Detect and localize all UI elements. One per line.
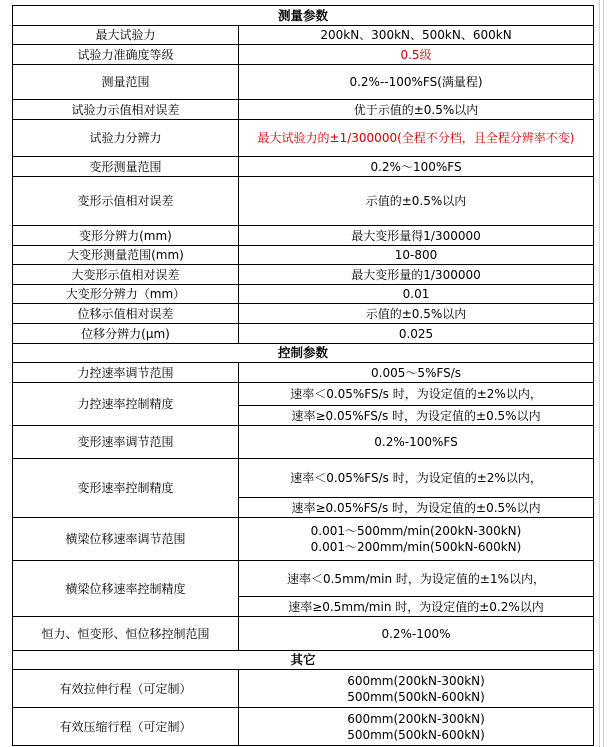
parameter-value-line: 0.2%-100%FS (374, 435, 458, 449)
parameter-label: 力控速率控制精度 (13, 383, 239, 426)
parameter-value-line: 0.5级 (400, 47, 432, 62)
parameter-value (239, 363, 594, 383)
table-row (13, 26, 594, 45)
section-header-row (13, 651, 594, 670)
parameter-value (239, 246, 594, 265)
parameter-label: 变形分辨力(mm) (13, 226, 239, 246)
parameter-value (239, 265, 594, 285)
table-row (13, 265, 594, 285)
section-title: 控制参数 (13, 344, 594, 363)
table-row (13, 100, 594, 120)
parameter-value-line: 0.001～200mm/min(500kN-600kN) (310, 540, 522, 554)
parameter-label: 试验力示值相对误差 (13, 100, 239, 120)
parameter-label: 位移分辨力(μm) (13, 324, 239, 344)
parameter-value-line: 0.2%-100% (381, 626, 451, 641)
table-row (13, 246, 594, 265)
parameter-value (239, 670, 594, 708)
table-row (13, 65, 594, 100)
parameter-value (239, 304, 594, 324)
page-border-right (599, 0, 600, 747)
parameter-label: 横梁位移速率调节范围 (13, 518, 239, 561)
parameter-value (239, 120, 594, 157)
table-row (13, 45, 594, 65)
table-row (13, 226, 594, 246)
parameter-value-line: 0.005～5%FS/s (371, 365, 461, 380)
parameter-value (239, 177, 594, 226)
parameter-value-line: 500mm(500kN-600kN) (347, 727, 485, 742)
parameter-value-line: 0.2%--100%FS(满量程) (349, 75, 483, 89)
parameter-label: 变形测量范围 (13, 157, 239, 177)
parameter-label: 最大试验力 (13, 26, 239, 45)
section-title: 其它 (13, 651, 594, 670)
table-row (13, 617, 594, 651)
parameter-label: 大变形测量范围(mm) (13, 246, 239, 265)
parameter-label: 大变形示值相对误差 (13, 265, 239, 285)
parameter-value-line: 200kN、300kN、500kN、600kN (320, 28, 512, 42)
table-row (13, 426, 594, 459)
parameter-value-line: 500mm(500kN-600kN) (347, 689, 485, 704)
parameter-value: 速率＜0.05%FS/s 时，为设定值的±2%以内， (239, 383, 594, 406)
parameter-value (239, 26, 594, 45)
section-header-row (13, 344, 594, 363)
table-row (13, 459, 594, 498)
parameter-value (239, 45, 594, 65)
parameter-value-line: 0.2%～100%FS (370, 159, 462, 174)
parameter-value: 速率≥0.05%FS/s 时，为设定值的±0.5%以内 (239, 406, 594, 426)
parameter-value (239, 518, 594, 561)
table-row (13, 518, 594, 561)
table-row (13, 383, 594, 406)
table-row (13, 670, 594, 708)
parameter-value-line: 最大试验力的±1/300000(全程不分档，且全程分辨率不变) (257, 131, 575, 145)
parameter-value (239, 617, 594, 651)
table-row (13, 708, 594, 746)
parameter-value-line: 600mm(200kN-300kN) (347, 711, 485, 726)
parameter-label: 有效拉伸行程（可定制） (13, 670, 239, 708)
parameter-label: 变形速率调节范围 (13, 426, 239, 459)
parameter-value (239, 100, 594, 120)
parameter-value: 速率＜0.05%FS/s 时，为设定值的±2%以内， (239, 459, 594, 498)
parameter-label: 有效压缩行程（可定制） (13, 708, 239, 746)
spec-table-body (13, 6, 594, 746)
parameter-label: 变形速率控制精度 (13, 459, 239, 518)
table-row (13, 304, 594, 324)
table-row (13, 177, 594, 226)
parameter-value-line: 最大变形量的1/300000 (351, 267, 481, 282)
parameter-value (239, 157, 594, 177)
parameter-value (239, 708, 594, 746)
parameter-value (239, 426, 594, 459)
table-row (13, 324, 594, 344)
parameter-value-line: 示值的±0.5%以内 (365, 306, 467, 321)
parameter-value-line: 10-800 (394, 248, 438, 262)
parameter-value: 速率≥0.5mm/min 时，为设定值的±0.2%以内 (239, 597, 594, 617)
table-row (13, 363, 594, 383)
table-row (13, 120, 594, 157)
parameter-value-line: 0.01 (402, 287, 430, 301)
parameter-value-line: 0.025 (398, 326, 434, 341)
parameter-label: 测量范围 (13, 65, 239, 100)
page-border-right-outer (603, 0, 604, 747)
parameter-value-line: 600mm(200kN-300kN) (347, 673, 485, 688)
parameter-value: 速率≥0.05%FS/s 时，为设定值的±0.5%以内 (239, 498, 594, 518)
parameter-label: 恒力、恒变形、恒位移控制范围 (13, 617, 239, 651)
table-row (13, 561, 594, 597)
parameter-label: 试验力分辨力 (13, 120, 239, 157)
parameter-value (239, 226, 594, 246)
spec-table (12, 5, 594, 746)
parameter-value-line: 0.001～500mm/min(200kN-300kN) (310, 524, 522, 538)
parameter-value: 速率＜0.5mm/min 时，为设定值的±1%以内， (239, 561, 594, 597)
parameter-value (239, 285, 594, 304)
table-row (13, 285, 594, 304)
parameter-value (239, 65, 594, 100)
parameter-label: 变形示值相对误差 (13, 177, 239, 226)
table-row (13, 157, 594, 177)
parameter-value-line: 示值的±0.5%以内 (365, 194, 467, 208)
parameter-label: 横梁位移速率控制精度 (13, 561, 239, 617)
section-header-row (13, 6, 594, 26)
parameter-value-line: 最大变形量得1/300000 (351, 228, 481, 243)
parameter-label: 大变形分辨力（mm） (13, 285, 239, 304)
parameter-label: 位移示值相对误差 (13, 304, 239, 324)
parameter-value-line: 优于示值的±0.5%以内 (353, 102, 479, 117)
parameter-label: 试验力准确度等级 (13, 45, 239, 65)
section-title: 测量参数 (13, 6, 594, 26)
parameter-label: 力控速率调节范围 (13, 363, 239, 383)
parameter-value (239, 324, 594, 344)
